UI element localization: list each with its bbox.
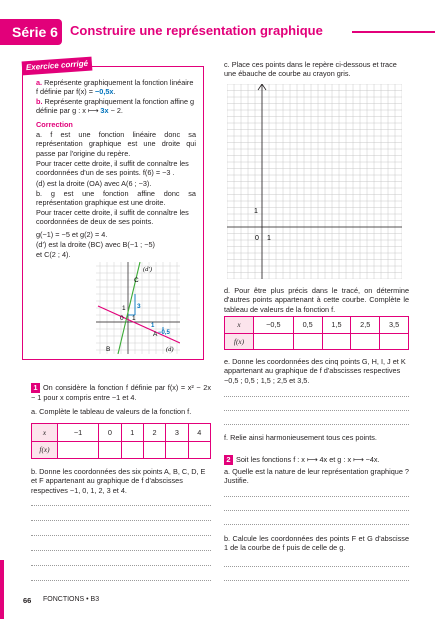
question-f: f. Relie ainsi harmonieusement tous ces points. — [224, 433, 377, 442]
answer-line[interactable] — [224, 410, 409, 411]
grid-one-y-label: 1 — [254, 208, 258, 215]
answer-line[interactable] — [224, 580, 409, 581]
label-three: 3 — [137, 303, 141, 310]
label-one-y: 1 — [122, 305, 126, 312]
ex1-x-cell: 2 — [143, 424, 165, 442]
ex1-header-fx: f(x) — [32, 441, 58, 459]
question-d: d. Pour être plus précis dans le tracé, on détermine d'autres points appartenant à cette courbe. Complète le tableau de valeurs de la fonction f. — [224, 286, 409, 314]
t2-x-cell: −0,5 — [254, 317, 294, 334]
answer-line[interactable] — [224, 424, 409, 425]
ex2-question-a: a. Quelle est la nature de leur représentation graphique ? Justifie. — [224, 467, 409, 486]
ex2-intro: 2 Soit les fonctions f : x ⟼ 4x et g : x ⟼ −4x. — [224, 455, 409, 465]
t2-fx-cell[interactable] — [322, 333, 351, 350]
corrige-question-a: a. Représente graphiquement la fonction linéaire f définie par f(x) = −0,5x. — [36, 78, 194, 97]
label-c: C — [134, 277, 139, 284]
ex1-question-a: a. Complète le tableau de valeurs de la fonction f. — [31, 407, 192, 416]
correction-text-5: Pour tracer cette droite, il suffit de connaître les coordonnées de deux de ses points. — [36, 208, 189, 227]
ex1-fx-cell[interactable] — [58, 441, 99, 459]
answer-line[interactable] — [31, 550, 211, 551]
correction-text-3: (d) est la droite (OA) avec A(6 ; −3). — [36, 179, 152, 188]
ex1-fx-cell[interactable] — [143, 441, 165, 459]
ex1-fx-cell[interactable] — [121, 441, 143, 459]
label-b: B — [106, 346, 111, 353]
answer-line[interactable] — [31, 565, 211, 566]
page-title: Construire une représentation graphique — [70, 23, 323, 38]
ex1-fx-cell[interactable] — [99, 441, 121, 459]
t2-fx-cell[interactable] — [254, 333, 294, 350]
answer-line[interactable] — [224, 566, 409, 567]
answer-line[interactable] — [224, 396, 409, 397]
ex1-fx-cell[interactable] — [166, 441, 188, 459]
ex1-number: 1 — [31, 383, 40, 393]
label-one-x: 1 — [132, 315, 136, 322]
label-one-b: 1 — [151, 323, 155, 329]
ex1-fx-cell[interactable] — [188, 441, 210, 459]
ex2-number: 2 — [224, 455, 233, 465]
corrige-badge: Exercice corrigé — [22, 57, 93, 76]
answer-line[interactable] — [224, 524, 409, 525]
correction-text-6: g(−1) = −5 et g(2) = 4. — [36, 230, 108, 239]
correction-graph — [96, 262, 180, 354]
answer-line[interactable] — [31, 580, 211, 581]
ex1-x-cell: 1 — [121, 424, 143, 442]
line-d — [98, 306, 180, 343]
t2-row-fx — [225, 333, 409, 350]
correction-text-7: (d′) est la droite (BC) avec B(−1 ; −5) — [36, 240, 155, 249]
answer-line[interactable] — [31, 520, 211, 521]
t2-fx-cell[interactable] — [380, 333, 409, 350]
t2-fx-cell[interactable] — [293, 333, 322, 350]
ex1-x-cell: 3 — [166, 424, 188, 442]
answer-line[interactable] — [31, 535, 211, 536]
value-table-2 — [224, 316, 409, 350]
grid-origin-label: 0 — [255, 235, 259, 242]
t2-x-cell: 0,5 — [293, 317, 322, 334]
t2-x-cell: 1,5 — [322, 317, 351, 334]
series-tab: Série 6 — [0, 19, 62, 45]
ex1-x-cell: 0 — [99, 424, 121, 442]
t2-fx-cell[interactable] — [351, 333, 380, 350]
answer-line[interactable] — [224, 510, 409, 511]
t2-header-x: x — [225, 317, 254, 334]
ex1-question-b: b. Donne les coordonnées des six points A, B, C, D, E et F appartenant au graphique de f d'abscisses respectives −1, 0, 1, 2, 3 et 4. — [31, 467, 206, 495]
correction-text-2: Pour tracer cette droite, il suffit de connaître les coordonnées d'un de ses points. f(6) = −3 . — [36, 159, 189, 178]
corrige-question-b: b. Représente graphiquement la fonction affine g définie par g : x ⟼ 3x − 2. — [36, 97, 195, 116]
t2-row-x — [225, 317, 409, 334]
t2-header-fx: f(x) — [225, 333, 254, 350]
blank-graph-grid[interactable] — [227, 84, 402, 279]
ex2-question-b: b. Calcule les coordonnées des points F et G d'abscisse 1 de la courbe de f puis de celle de g. — [224, 534, 409, 553]
question-c: c. Place ces points dans le repère ci-dessous et trace une ébauche de courbe au crayon gris. — [224, 60, 397, 79]
footer-label: FONCTIONS • B3 — [43, 596, 100, 603]
ex1-value-table — [31, 423, 211, 459]
t2-x-cell: 2,5 — [351, 317, 380, 334]
label-origin: 0 — [120, 315, 124, 322]
correction-text-4: b. g est une fonction affine donc sa représentation graphique est une droite. — [36, 189, 196, 208]
label-minus-half: −0,5 — [158, 330, 170, 336]
label-dprime: (d′) — [143, 266, 153, 273]
answer-line[interactable] — [224, 496, 409, 497]
ex1-intro: 1 On considère la fonction f définie par f(x) = x² − 2x − 1 pour x compris entre −1 et 4. — [31, 383, 211, 402]
correction-heading: Correction — [36, 120, 73, 129]
answer-line[interactable] — [31, 505, 211, 506]
label-a: A — [153, 331, 158, 338]
title-rule — [352, 31, 435, 33]
ex1-row-x — [32, 424, 211, 442]
correction-text-1: a. f est une fonction linéaire donc sa représentation graphique est une droite qui passe par l'origine du repère. — [36, 130, 196, 158]
ex1-header-x: x — [32, 424, 58, 442]
label-d: (d) — [166, 346, 174, 353]
page-edge-marker — [0, 560, 4, 619]
ex1-x-cell: −1 — [58, 424, 99, 442]
correction-text-8: et C(2 ; 4). — [36, 250, 71, 259]
t2-x-cell: 3,5 — [380, 317, 409, 334]
question-e: e. Donne les coordonnées des cinq points G, H, I, J et K appartenant au graphique de f d'abscisses respectives −0,5 ; 0,5 ; 1,5 ; 2,5 et 3,5. — [224, 357, 406, 385]
page-number: 66 — [23, 596, 32, 605]
ex1-x-cell: 4 — [188, 424, 210, 442]
grid-one-x-label: 1 — [267, 235, 271, 242]
ex1-row-fx — [32, 441, 211, 459]
